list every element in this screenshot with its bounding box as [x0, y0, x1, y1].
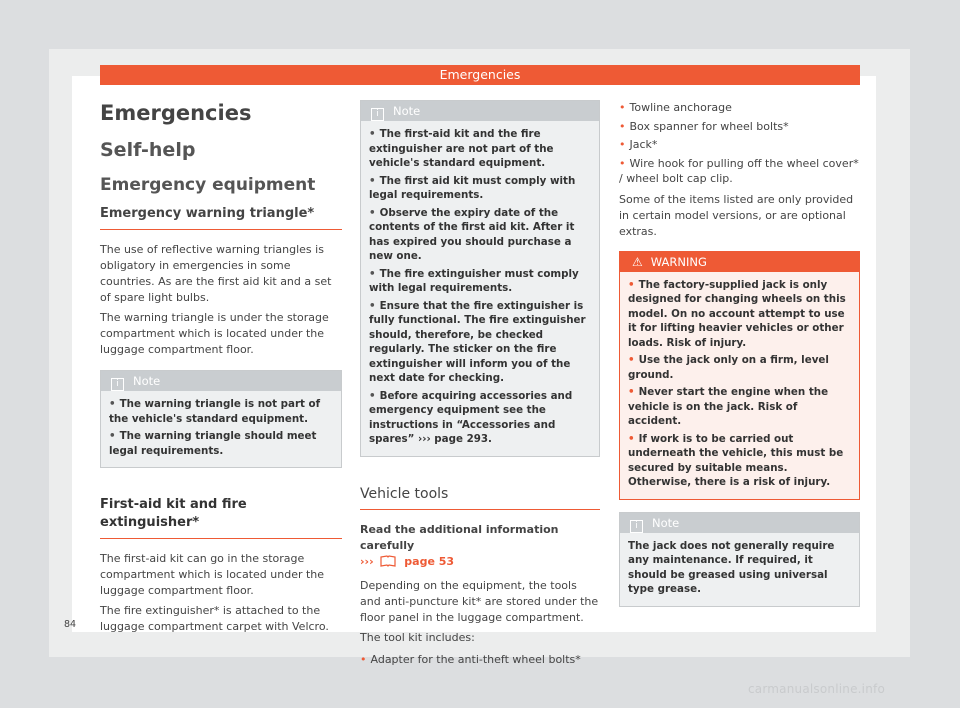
- warning-box: [619, 251, 860, 500]
- topic-title-vehicle-tools: Vehicle tools: [360, 485, 600, 510]
- note-item: • Observe the expiry date of the contents of the first aid kit. After it has expired you should purchase a new one.: [369, 206, 575, 262]
- note-title: Note: [133, 374, 161, 388]
- info-icon: i: [371, 108, 384, 121]
- note-item: • Ensure that the fire extinguisher is fully functional. The fire extinguisher should, therefore, be checked regularly. The sticker on the fire extinguisher will inform you of the next date for checking.: [369, 299, 586, 384]
- warning-triangle-icon: ⚠: [632, 254, 643, 269]
- note-item: • The fire extinguisher must comply with legal requirements.: [369, 267, 579, 294]
- warning-item: • If work is to be carried out underneath the vehicle, this must be secured by suitable means. Otherwise, there is a risk of injury.: [628, 432, 844, 488]
- info-icon: i: [111, 378, 124, 391]
- note-box: [100, 370, 342, 468]
- book-icon: [380, 555, 396, 567]
- subsection-title: Emergency equipment: [100, 175, 316, 195]
- topic-title-warning-triangle: Emergency warning triangle*: [100, 205, 342, 230]
- paragraph: The tool kit includes:: [360, 630, 475, 644]
- watermark: carmanualsonline.info: [748, 682, 885, 696]
- note-item: • Before acquiring accessories and emergency equipment see the instructions in “Accessories and spares” ››› page 293.: [369, 389, 573, 445]
- note-header: [101, 371, 341, 391]
- column-1: [100, 100, 342, 635]
- warning-item: • Never start the engine when the vehicle is on the jack. Risk of accident.: [628, 386, 829, 427]
- column-3: [619, 100, 860, 607]
- warning-title: WARNING: [650, 254, 707, 269]
- paragraph: The use of reflective warning triangles is obligatory in emergencies in some countries. As are the first aid kit and a set of spare light bulbs.: [100, 243, 332, 304]
- note-item: • The first-aid kit and the fire extinguisher are not part of the vehicle's standard equipment.: [369, 128, 554, 169]
- note-item: • The first aid kit must comply with legal requirements.: [369, 174, 576, 201]
- column-2: [360, 100, 600, 667]
- info-icon: i: [630, 520, 643, 533]
- paragraph: The warning triangle is under the storage compartment which is located under the luggage compartment floor.: [100, 311, 329, 356]
- note-header: [620, 513, 859, 533]
- note-title: Note: [652, 515, 680, 530]
- chapter-header: Emergencies: [100, 65, 860, 85]
- list-item: • Wire hook for pulling off the wheel cover* / wheel bolt cap clip.: [619, 156, 859, 185]
- warning-item: • The factory-supplied jack is only designed for changing wheels on this model. On no account attempt to use it for lifting heavier vehicles or other loads. Risk of injury.: [628, 278, 846, 349]
- topic-title-first-aid: First-aid kit and fire extinguisher*: [100, 496, 342, 539]
- note-box: [360, 100, 600, 457]
- chapter-title: Emergencies: [100, 101, 252, 125]
- paragraph: The fire extinguisher* is attached to the luggage compartment carpet with Velcro.: [100, 604, 329, 633]
- warning-item: • Use the jack only on a firm, level ground.: [628, 354, 829, 381]
- list-item: • Towline anchorage: [619, 101, 732, 114]
- note-title: Note: [393, 104, 421, 118]
- page-number: 84: [64, 619, 77, 630]
- list-item: • Box spanner for wheel bolts*: [619, 119, 789, 133]
- paragraph: The first-aid kit can go in the storage compartment which is located under the luggage compartment floor.: [100, 552, 325, 597]
- section-title: Self-help: [100, 139, 196, 161]
- warning-header: [620, 252, 859, 272]
- list-item: • Jack*: [619, 138, 658, 151]
- paragraph: Some of the items listed are only provided in certain model versions, or are optional extras.: [619, 192, 854, 238]
- list-item: • Adapter for the anti-theft wheel bolts*: [360, 652, 581, 666]
- note-header: [361, 101, 599, 121]
- note-item: The jack does not generally require any maintenance. If required, it should be greased using universal type grease.: [628, 539, 835, 595]
- note-item: • The warning triangle should meet legal requirements.: [109, 430, 317, 457]
- note-box: [619, 512, 860, 607]
- page-link[interactable]: page 53: [404, 554, 455, 568]
- paragraph: Depending on the equipment, the tools and anti-puncture kit* are stored under the floor panel in the luggage compartment.: [360, 578, 599, 624]
- note-item: • The warning triangle is not part of the vehicle's standard equipment.: [109, 398, 321, 425]
- read-more-line: Read the additional information carefully ››› page 53: [360, 522, 559, 568]
